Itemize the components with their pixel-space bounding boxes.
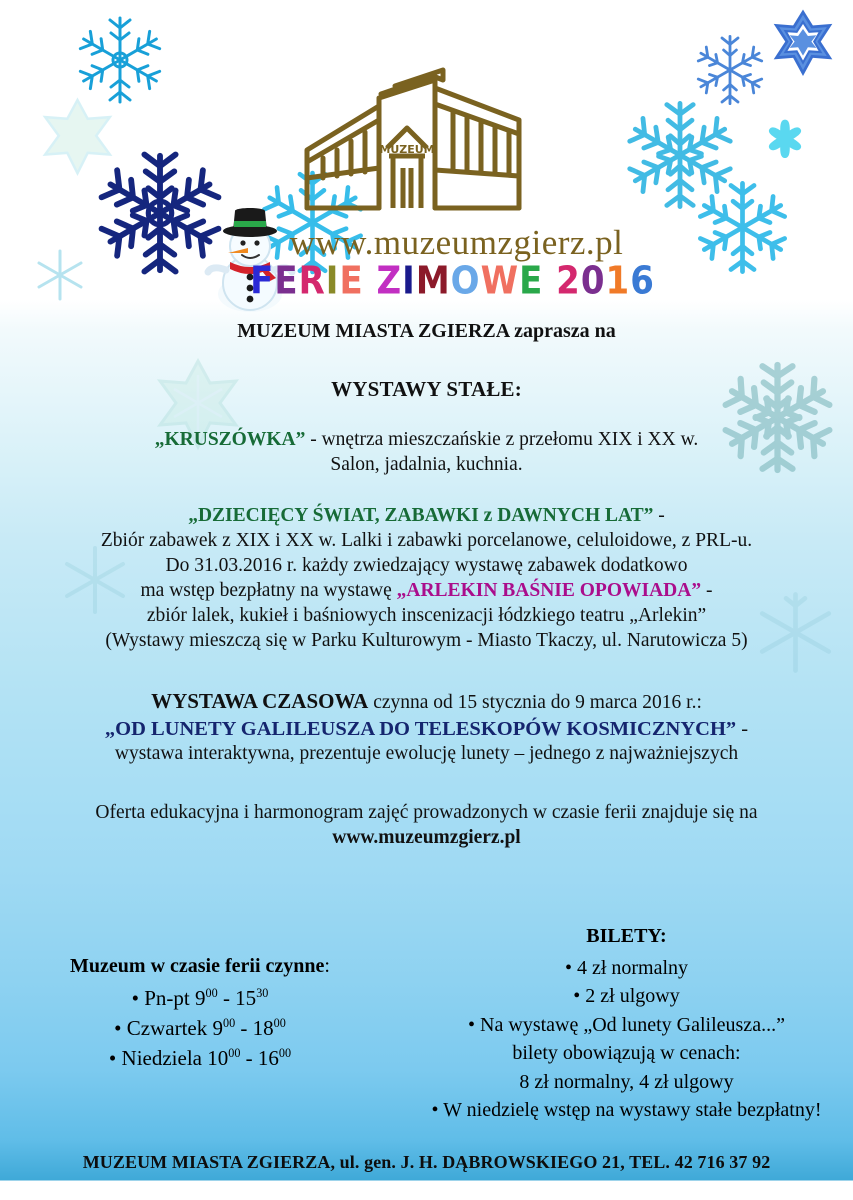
hours-sup-close: 00 <box>273 1015 286 1030</box>
ticket-item: • W niedzielę wstęp na wystawy stałe bezpłatny! <box>431 1098 822 1121</box>
ferie-letter <box>364 259 377 304</box>
ticket-item: • 2 zł ulgowy <box>573 985 680 1008</box>
temporary-label: WYSTAWA CZASOWA <box>151 688 369 713</box>
hours-sup-open: 00 <box>205 986 218 1000</box>
ticket-item: • 4 zł normalny <box>564 957 689 979</box>
arlekin-suffix: - <box>701 579 713 601</box>
kruszowka-line-2: Salon, jadalnia, kuchnia. <box>330 453 523 475</box>
toys-line-2: Do 31.03.2016 r. każdy zwiedzający wystawę zabawek dodatkowo <box>165 554 688 576</box>
ferie-letter: 1 <box>605 258 631 304</box>
hours-sup-close: 00 <box>278 1045 292 1060</box>
hours-sup-open: 00 <box>228 1045 241 1060</box>
temporary-dates: czynna od 15 stycznia do 9 marca 2016 r.: <box>368 691 702 713</box>
arlekin-prefix: ma wstęp bezpłatny na wystawę <box>140 579 397 601</box>
logo-website-text: www.muzeumzgierz.pl <box>289 223 624 262</box>
ferie-letter: E <box>339 258 364 304</box>
toys-title-dash: - <box>653 504 665 526</box>
hours-sup-close: 30 <box>256 986 269 1000</box>
building-sign-text: MUZEUM <box>379 143 435 156</box>
arlekin-title: „ARLEKIN BAŚNIE OPOWIADA” <box>396 579 702 601</box>
hours-day: Niedziela 10 <box>121 1045 229 1070</box>
hours-item: • Pn-pt $9^{00} - 15^{30}$ <box>131 986 269 1010</box>
kruszowka-title: „KRUSZÓWKA” <box>154 429 306 450</box>
ticket-item: bilety obowiązują w cenach: <box>512 1042 741 1065</box>
ferie-letter: W <box>480 258 520 304</box>
temporary-exhibition-line <box>0 688 853 716</box>
opening-hours-title-colon: : <box>324 955 330 977</box>
ferie-letter: 2 <box>556 258 581 304</box>
toys-line-1: Zbiór zabawek z XIX i XX w. Lalki i zabawki porcelanowe, celuloidowe, z PRL-u. <box>100 529 753 551</box>
ferie-letter: O <box>450 258 481 304</box>
opening-hours-title-text: Muzeum w czasie ferii czynne <box>70 955 325 977</box>
ticket-item: 8 zł normalny, 4 zł ulgowy <box>519 1070 734 1093</box>
ferie-letter: E <box>519 258 544 304</box>
kruszowka-rest: - wnętrza mieszczańskie z przełomu XIX i XX w. <box>305 429 699 450</box>
tickets-block <box>400 925 853 1124</box>
ferie-letter: I <box>402 258 416 304</box>
telescope-title: „OD LUNETY GALILEUSZA DO TELESKOPÓW KOSMICZNYCH” <box>104 717 737 740</box>
hours-sep: - 16 <box>240 1045 279 1070</box>
exhibition-location-note: (Wystawy mieszczą się w Parku Kulturowym - Miasto Tkaczy, ul. Narutowicza 5) <box>105 629 748 651</box>
toys-title-line <box>0 504 853 529</box>
ferie-letter: 0 <box>580 258 606 304</box>
opening-hours-block <box>0 925 400 1073</box>
museum-building-illustration <box>283 58 583 243</box>
telescope-title-dash: - <box>736 717 749 740</box>
arlekin-line <box>0 579 853 604</box>
ferie-letter: R <box>298 258 326 304</box>
intro-line: MUZEUM MIASTA ZGIERZA zaprasza na <box>237 320 616 342</box>
footer-address: MUZEUM MIASTA ZGIERZA, ul. gen. J. H. DĄBROWSKIEGO 21, TEL. 42 716 37 92 <box>82 1152 771 1172</box>
hours-item: • Niedziela $10^{00} - 16^{00}$ <box>108 1045 292 1070</box>
hours-sup-open: 00 <box>222 1015 236 1030</box>
ferie-letter: E <box>274 258 299 304</box>
ferie-letter: Z <box>376 258 403 304</box>
ferie-letter <box>543 259 556 304</box>
museum-logo <box>0 58 853 308</box>
toys-title: „DZIECIĘCY ŚWIAT, ZABAWKI z DAWNYCH LAT” <box>188 504 654 526</box>
offer-website: www.muzeumzgierz.pl <box>332 826 521 848</box>
hours-item: • Czwartek $9^{00} - 18^{00}$ <box>114 1015 286 1040</box>
opening-hours-title <box>0 955 400 978</box>
kruszowka-line <box>0 428 853 453</box>
ferie-letter: 6 <box>630 258 655 304</box>
ticket-item: • Na wystawę „Od lunety Galileusza...” <box>468 1013 785 1036</box>
ferie-letter: I <box>325 258 340 304</box>
permanent-exhibitions-heading: WYSTAWY STAŁE: <box>331 377 522 401</box>
hours-sep: - 15 <box>217 986 257 1010</box>
ferie-zimowe-title <box>0 258 853 304</box>
hours-day: Pn-pt 9 <box>144 986 206 1010</box>
info-columns <box>0 925 853 1124</box>
offer-line: Oferta edukacyjna i harmonogram zajęć prowadzonych w czasie ferii znajduje się na <box>95 801 758 823</box>
poster-body <box>0 320 853 851</box>
ferie-letter: F <box>250 258 275 304</box>
telescope-description: wystawa interaktywna, prezentuje ewolucję lunety – jednego z najważniejszych <box>114 742 739 764</box>
telescope-title-line <box>0 716 853 742</box>
hours-day: Czwartek 9 <box>126 1015 223 1040</box>
tickets-title: BILETY: <box>586 925 667 947</box>
ferie-letter: M <box>415 258 451 304</box>
arlekin-line-2: zbiór lalek, kukieł i baśniowych inscenizacji łódzkiego teatru „Arlekin” <box>146 604 707 626</box>
hours-sep: - 18 <box>235 1015 274 1040</box>
